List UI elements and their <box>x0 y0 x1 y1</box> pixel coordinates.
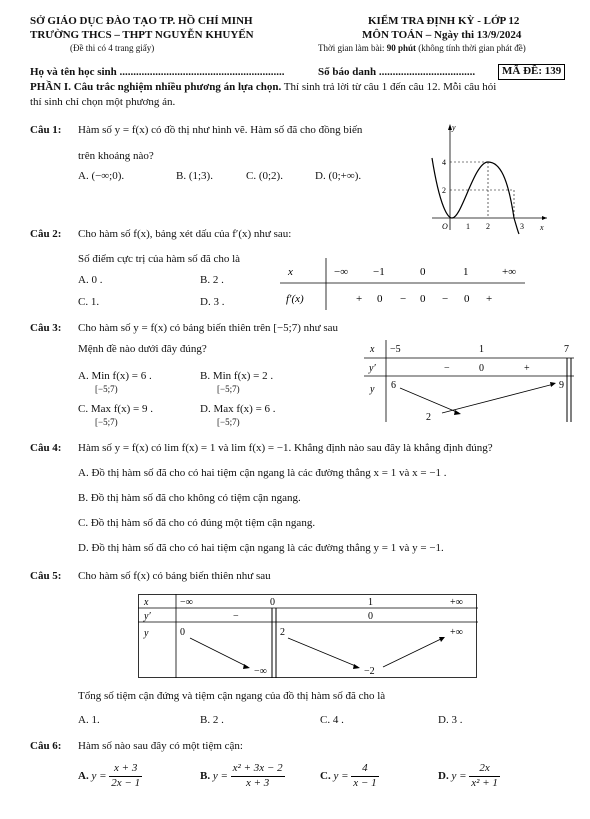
student-name-field: Họ và tên học sinh ............................................................ <box>30 66 285 78</box>
q3-x-0: −5 <box>390 344 401 355</box>
q4-option-c[interactable]: C. Đồ thị hàm số đã cho có đúng một tiệm cận ngang. <box>78 517 316 529</box>
q1-graph-origin: O <box>442 222 448 231</box>
header-exam-title: KIỂM TRA ĐỊNH KỲ - LỚP 12 <box>368 15 520 27</box>
q2-table-x-1: −1 <box>373 266 385 278</box>
q5-text: Cho hàm số f(x) có bảng biến thiên như sau <box>78 570 271 582</box>
q3-y-2: 9 <box>559 380 564 391</box>
q3-x-head: x <box>370 344 375 355</box>
exam-code-badge: MÃ ĐỀ: 139 <box>498 64 565 80</box>
q3-label: Câu 3: <box>30 322 62 334</box>
q5-x-2: 1 <box>368 597 373 608</box>
q2-sign-table <box>280 258 525 310</box>
q5-x-3: +∞ <box>450 597 463 608</box>
q4-text: Hàm số y = f(x) có lim f(x) = 1 và lim f(x) = −1. Khẳng định nào sau đây là khẳng định đúng? <box>78 442 493 454</box>
header-pages-note: (Đề thi có 4 trang giấy) <box>70 43 155 53</box>
q3-yp-head: y′ <box>369 363 376 374</box>
q2-table-x-4: +∞ <box>502 266 517 278</box>
q2-table-s-0: + <box>356 293 363 305</box>
header-school-name: TRƯỜNG THCS – THPT NGUYỄN KHUYẾN <box>30 29 254 41</box>
q2-table-x-3: 1 <box>463 266 469 278</box>
q4-option-b[interactable]: B. Đồ thị hàm số đã cho không có tiệm cận ngang. <box>78 492 301 504</box>
q1-graph-x-label: x <box>540 223 544 232</box>
q3-y-0: 6 <box>391 380 396 391</box>
q5-variation-table <box>138 594 478 678</box>
q2-table-s-2: − <box>400 293 407 305</box>
q5-yp-1: 0 <box>368 611 373 622</box>
q2-table-s-3: 0 <box>420 293 426 305</box>
q2-table-s-5: 0 <box>464 293 470 305</box>
header-school-dept: SỞ GIÁO DỤC ĐÀO TẠO TP. HỒ CHÍ MINH <box>30 15 253 27</box>
q4-label: Câu 4: <box>30 442 62 454</box>
q5-label: Câu 5: <box>30 570 62 582</box>
q2-text: Cho hàm số f(x), bảng xét dấu của f′(x) như sau: <box>78 228 292 240</box>
q5-question: Tổng số tiệm cận đứng và tiệm cận ngang của đồ thị hàm số đã cho là <box>78 690 386 702</box>
q1-graph-tick-x3: 3 <box>520 222 524 231</box>
q2-option-a[interactable]: A. 0 . <box>78 274 103 286</box>
q4-option-d[interactable]: D. Đồ thị hàm số đã cho có hai tiệm cận ngang là các đường thẳng y = 1 và y = −1. <box>78 542 444 554</box>
q3-yp-0: − <box>444 363 450 374</box>
q3-option-c[interactable]: C. Max f(x) = 9 . <box>78 403 153 415</box>
q2-option-b[interactable]: B. 2 . <box>200 274 224 286</box>
q1-option-a[interactable]: A. (−∞;0). <box>78 170 125 182</box>
q3-y-1: 2 <box>426 412 431 422</box>
q3-text-2: Mệnh đề nào dưới đây đúng? <box>78 343 207 355</box>
q5-yp-0: − <box>233 611 239 622</box>
q1-graph-y-label: y <box>452 123 456 132</box>
q4-option-a[interactable]: A. Đồ thị hàm số đã cho có hai tiệm cận ngang là các đường thẳng x = 1 và x = −1 . <box>78 467 447 479</box>
q3-x-2: 7 <box>564 344 569 355</box>
q2-text-2: Số điểm cực trị của hàm số đã cho là <box>78 253 241 265</box>
header-time: Thời gian làm bài: 90 phút (không tính thời gian phát đề) <box>318 43 526 53</box>
q5-option-b[interactable]: B. 2 . <box>200 714 224 726</box>
q1-option-c[interactable]: C. (0;2). <box>246 170 283 182</box>
q1-graph-tick-x2: 2 <box>486 222 490 231</box>
q1-option-b[interactable]: B. (1;3). <box>176 170 213 182</box>
q5-y-1: −∞ <box>254 666 267 677</box>
q6-label: Câu 6: <box>30 740 62 752</box>
q1-text-2: trên khoảng nào? <box>78 150 154 162</box>
q3-text: Cho hàm số y = f(x) có bảng biến thiên trên [−5;7) như sau <box>78 322 339 334</box>
q2-table-x-head: x <box>288 266 293 278</box>
q3-x-1: 1 <box>479 344 484 355</box>
q3-yp-2: + <box>524 363 530 374</box>
header-subject: MÔN TOÁN – Ngày thi 13/9/2024 <box>362 29 522 41</box>
q6-option-d[interactable]: D. y = $\frac{2x}{\text{x² + 1}}$ <box>438 762 498 789</box>
q2-table-s-4: − <box>442 293 449 305</box>
q6-option-a[interactable]: A. y = $\frac{x + 3}{2x - 1}$ <box>78 762 141 789</box>
q5-option-d[interactable]: D. 3 . <box>438 714 463 726</box>
q3-yp-1: 0 <box>479 363 484 374</box>
q1-graph-tick-y2: 2 <box>442 186 446 195</box>
q5-y-0: 0 <box>180 627 185 638</box>
q1-graph-tick-x1: 1 <box>466 222 470 231</box>
q3-option-d-sub: [−5;7) <box>217 417 240 427</box>
q1-option-d[interactable]: D. (0;+∞). <box>315 170 362 182</box>
q3-option-b-sub: [−5;7) <box>217 384 240 394</box>
part1-intro-line2: thí sinh chỉ chọn một phương án. <box>30 96 176 108</box>
q2-label: Câu 2: <box>30 228 62 240</box>
q1-label: Câu 1: <box>30 124 62 136</box>
q5-option-a[interactable]: A. 1. <box>78 714 100 726</box>
q5-y-4: −2 <box>364 666 375 677</box>
q3-variation-table <box>364 340 576 422</box>
q2-table-x-2: 0 <box>420 266 426 278</box>
q3-option-d[interactable]: D. Max f(x) = 6 . <box>200 403 276 415</box>
q5-x-0: −∞ <box>180 597 193 608</box>
q2-option-d[interactable]: D. 3 . <box>200 296 225 308</box>
q3-option-a-sub: [−5;7) <box>95 384 118 394</box>
q6-text: Hàm số nào sau đây có một tiệm cận: <box>78 740 243 752</box>
q3-option-a[interactable]: A. Min f(x) = 6 . <box>78 370 152 382</box>
q1-text: Hàm số y = f(x) có đồ thị như hình vẽ. Hàm số đã cho đồng biến <box>78 124 363 136</box>
q1-function-graph <box>422 118 552 236</box>
student-id-field: Số báo danh ................................... <box>318 66 476 78</box>
q2-table-fp-head: f′(x) <box>286 293 304 305</box>
q5-y-3: +∞ <box>450 627 463 638</box>
q3-y-head: y <box>370 384 375 395</box>
q6-option-b[interactable]: B. y = $\frac{\text{x² + 3x − 2}}{x + 3}$ <box>200 762 283 789</box>
q3-option-b[interactable]: B. Min f(x) = 2 . <box>200 370 274 382</box>
q5-y-2: 2 <box>280 627 285 638</box>
part1-intro: PHẦN I. Câu trắc nghiệm nhiều phương án lựa chọn. Thí sinh trả lời từ câu 1 đến câu 12. Mỗi câu hỏi <box>30 81 497 93</box>
q2-table-s-6: + <box>486 293 493 305</box>
q5-x-1: 0 <box>270 597 275 608</box>
q6-option-c[interactable]: C. y = $\frac{4}{x - 1}$ <box>320 762 377 789</box>
q5-x-head: x <box>144 597 149 608</box>
q5-yp-head: y′ <box>144 611 151 622</box>
q2-option-c[interactable]: C. 1. <box>78 296 100 308</box>
q3-option-c-sub: [−5;7) <box>95 417 118 427</box>
q1-graph-tick-y4: 4 <box>442 158 446 167</box>
q2-table-x-0: −∞ <box>334 266 349 278</box>
q5-y-head: y <box>144 628 149 639</box>
q5-option-c[interactable]: C. 4 . <box>320 714 344 726</box>
q2-table-s-1: 0 <box>377 293 383 305</box>
